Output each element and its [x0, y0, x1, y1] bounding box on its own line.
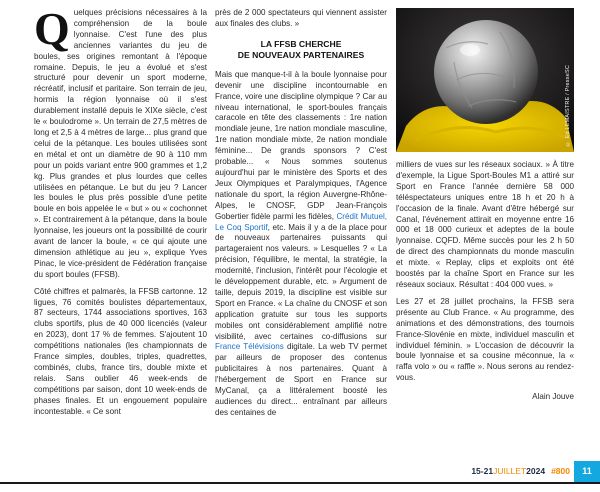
article-paragraph	[34, 3, 207, 281]
article-paragraph: Côté chiffres et palmarès, la FFSB cartonne. 12 ligues, 76 comités boulistes départementaux, 87 secteurs, 1744 associations sportives, 163 clubs sportifs, plus de 40 000 licenciés (valeur en 2023), dont 17 % de femmes. S'ajoutent 10 compétitions nationales (les championnats de France simples, doubles, triples, quadrettes, combinés, clubs, france tirs, double mixte et relais. Sans oublier 46 week-ends de compétitions par saison, dont 10 week-ends de phases finales. Et un engouement populaire incontestable. « Ce sont	[34, 286, 207, 416]
article-paragraph	[215, 70, 387, 419]
issue-footer	[471, 466, 570, 476]
section-subheading	[215, 39, 387, 61]
subheading-line: LA FFSB CHERCHE	[260, 38, 342, 49]
subheading-line: DE NOUVEAUX PARTENAIRES	[237, 49, 365, 60]
footer-rule	[0, 482, 600, 484]
article-paragraph: près de 2 000 spectateurs qui viennent assister aux finales des clubs. »	[215, 8, 387, 28]
article-column-1	[34, 3, 207, 424]
article-paragraph: Les 27 et 28 juillet prochains, la FFSB sera présente au Club France. « Au programme, des animations et des démonstrations, des tournois France-Slovénie en mixte, individuel masculin et individuel féminin. » L'occasion de découvrir la boule lyonnaise et sa cousine méconnue, la « raffa volo » ou « raffle ». Nous serons au rendez-vous.	[396, 296, 574, 383]
article-column-2	[215, 8, 387, 425]
article-paragraph: milliers de vues sur les réseaux sociaux. » À titre d'exemple, la Ligue Sport-Boules M1 a attiré sur Sport en France l'année dernière 58 000 téléspectateurs uniques entre 18 h et 20 h à l'occasion de la finale. Avant d'être hébergé sur Canal, l'événement attirait en moyenne entre 16 000 et 18 000 curieux et adeptes de la boule lyonnaise. CQFD. Même succès pour les 2 h 50 de direct des championnats du monde masculin et mixte. « Replay, clips et exploits ont été boostés par la chaîne Sport en France sur les réseaux sociaux. Résultat : 404 000 vues. »	[396, 160, 574, 289]
paragraph-text: digitale. La web TV permet par ailleurs de proposer des contenus publicitaires à nos partenaires. Quant à l'hébergement de Sport en France sur MyCanal, ça a littéralement boosté les audiences du direct... entraînant par ailleurs des centaines de	[215, 342, 387, 417]
broadcaster-link[interactable]: France Télévisions	[215, 342, 284, 352]
paragraph-text: , etc. Mais il y a de la place pour de nouveaux partenaires puissants qui partageraient nos valeurs. » Lesquelles ? « La précision, l'équilibre, le mental, la stratégie, la modernité, l'inclusion, l'intérêt pour l'écologie et le développement durable, etc. » Argument de taille, depuis 2019, la discipline est visible sur Sport en France. « La chaîne du CNOSF et son application gratuite sur tous les supports mobiles ont considérablement amplifié notre visibilité, avec certaines co-diffusions sur	[215, 222, 387, 341]
author-signature: Alain Jouve	[532, 392, 574, 402]
article-photo	[396, 8, 574, 152]
article-column-3	[396, 160, 574, 403]
photo-credit: © Ed LEMAISTRE / PresseSC	[565, 64, 571, 146]
issue-number: #800	[551, 466, 570, 476]
sponsor-link[interactable]: Crédit Mutuel, Le Coq Sportif	[215, 211, 388, 232]
issue-year: 2024	[526, 466, 546, 476]
page-number: 11	[574, 461, 600, 482]
paragraph-text: Mais que manque-t-il à la boule lyonnaise pour devenir une discipline incontournable en France, voire une discipline olympique ? Car au niveau international, le sport-boules français caracole en tête des classements : 1re nation mondiale jeune, 1re nation mondiale masculine, 1re nation mondiale mixte, 2e nation mondiale féminine... De grands sponsors ? C'est probable... « Nous sommes soutenus aujourd'hui par le ministère des Sports et des Jeux Olympiques et Paralympiques, l'Agence nationale du sport, la région Auvergne-Rhône-Alpes, le CNOSF, GDP Jean-François Gobertier fidèle parmi les fidèles,	[215, 69, 387, 221]
paragraph-text: uelques précisions nécessaires à la compréhension de la boule lyonnaise. C'est l'une des plus anciennes variantes du jeu de boules, ses origines remontant à l'époque romaine. Depuis, le jeu a évolué et s'est structuré pour devenir un sport moderne, récréatif, inclusif et paritaire. Son terrain de jeu, hormis la région lyonnaise où il s'est durablement installé depuis le XIXe siècle, c'est le « boulodrome ». Un terrain de 27,5 mètres de long et 2,5 à 4 mètres de large... plus grand que celui de la pétanque. Les boules utilisées sont en métal et ont un diamètre de 90 à 110 mm pour un poids variant entre 900 grammes et 1,2 kg. Plus grandes et plus lourdes que celles utilisées en pétanque. Le but du jeu ? Lancer les boules le plus près possible d'une petite boule en bois appelée le « but » ou « cochonnet ». Et contrairement à la pétanque, dans la boule lyonnaise, les joueurs ont la possibilité de courir avant de lancer la boule, « ce qui ajoute une dimension athlétique au jeu », explique Yves Pinac, le vice-président de Fédération française du sport boules (FFSB).	[34, 8, 207, 279]
boule-photo-image	[396, 8, 574, 152]
drop-cap: Q	[34, 3, 70, 54]
issue-month: JUILLET	[493, 466, 527, 476]
issue-dates: 15-21	[471, 466, 494, 476]
